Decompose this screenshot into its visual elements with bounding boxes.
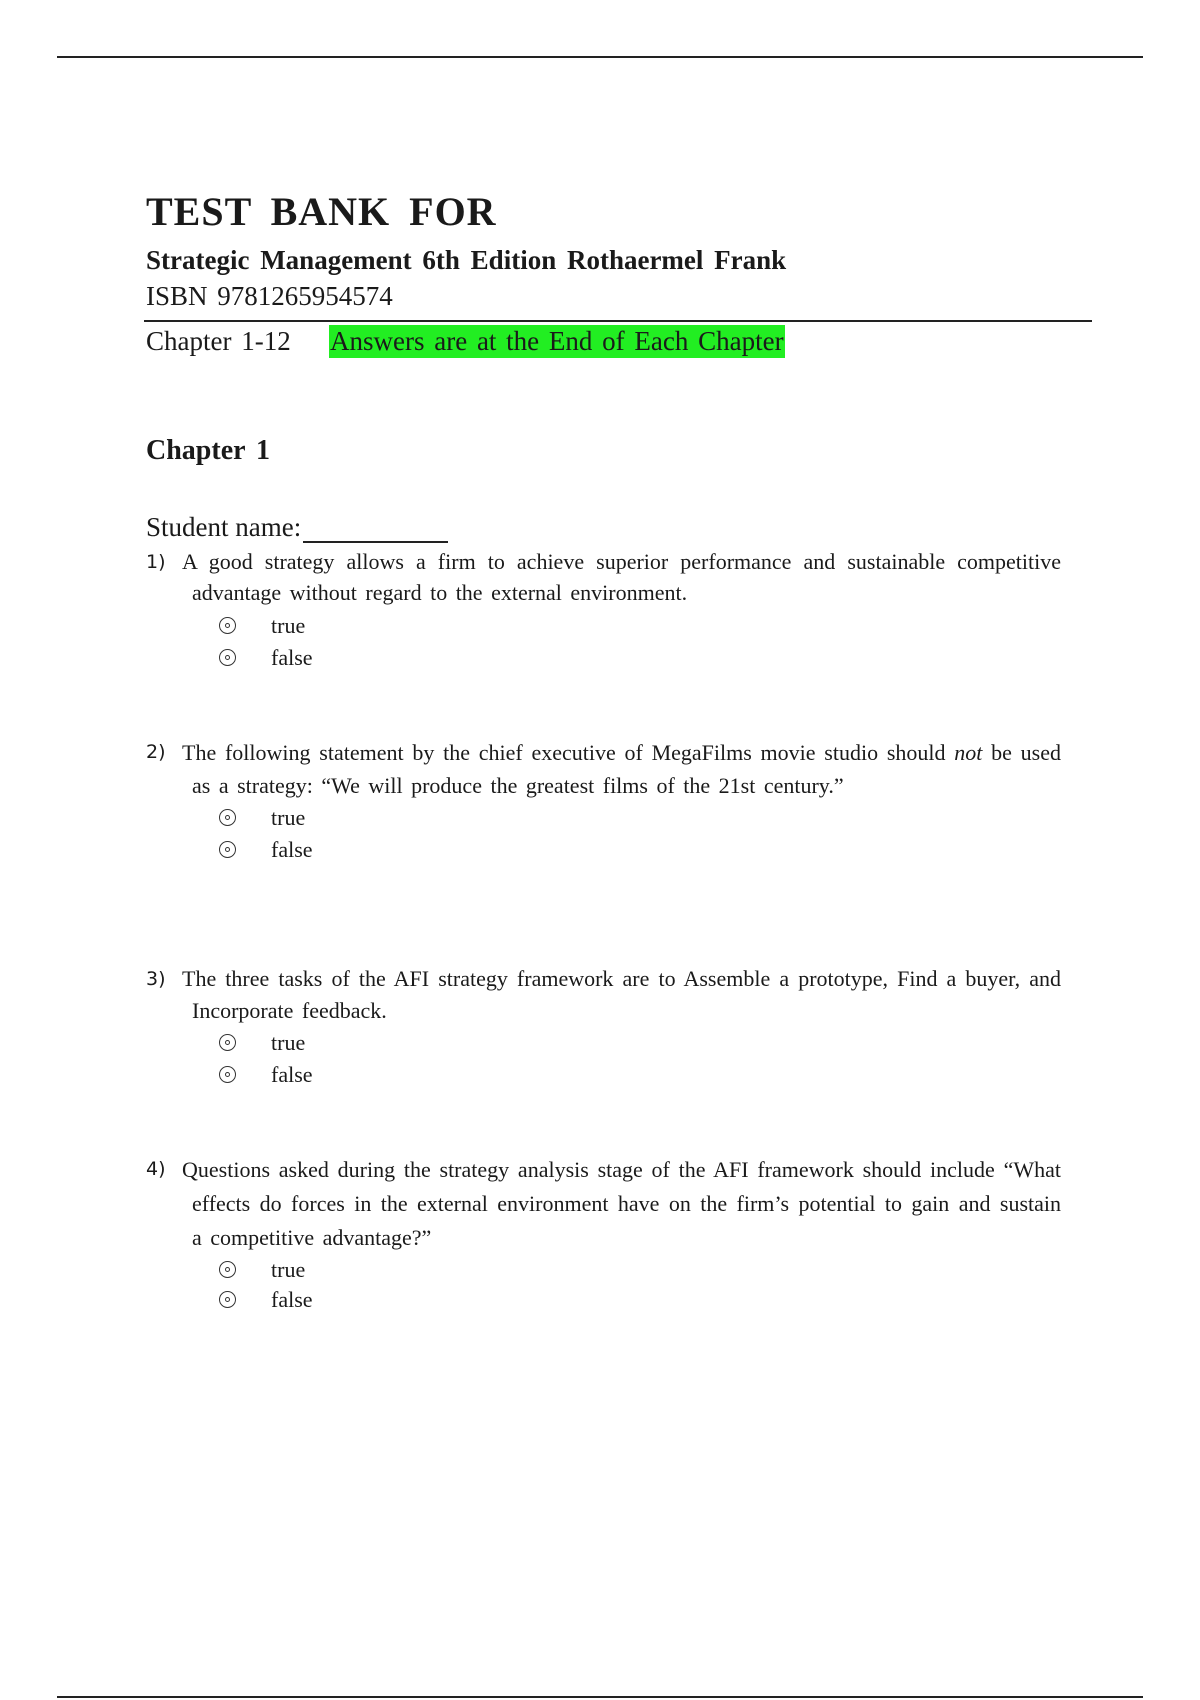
question-text-part: be used as a strategy: “We will produce the greatest films of the 21st century.” — [192, 740, 1062, 798]
radio-button-icon[interactable] — [219, 841, 236, 858]
radio-button-icon[interactable] — [219, 617, 236, 634]
student-name-label: Student name: — [146, 512, 302, 542]
option-false[interactable] — [219, 1059, 1061, 1091]
isbn: ISBN 9781265954574 — [146, 281, 393, 311]
question-number: 1) — [146, 551, 166, 573]
radio-button-icon[interactable] — [219, 1261, 236, 1278]
chapter-range: Chapter 1-12 — [146, 326, 291, 356]
question-text: Questions asked during the strategy analysis stage of the AFI framework should include “What effects do forces in the external environment have on the firm’s potential to gain and sustain a competitive advantage?” — [182, 1157, 1061, 1250]
question-text: A good strategy allows a firm to achieve superior performance and sustainable competitive advantage without regard to the external environment. — [182, 549, 1061, 605]
question-4 — [146, 1153, 1061, 1315]
question-text-part: The following statement by the chief executive of MegaFilms movie studio should — [182, 740, 955, 765]
option-true[interactable] — [219, 802, 1061, 834]
option-label: false — [271, 1287, 313, 1312]
top-rule — [57, 56, 1143, 58]
radio-button-icon[interactable] — [219, 1291, 236, 1308]
question-number: 3) — [146, 968, 166, 990]
option-label: false — [271, 837, 313, 862]
radio-button-icon[interactable] — [219, 1034, 236, 1051]
student-name-field[interactable] — [146, 512, 448, 543]
student-name-blank[interactable] — [303, 515, 448, 543]
option-label: false — [271, 645, 313, 670]
option-true[interactable] — [219, 1027, 1061, 1059]
option-label: true — [271, 805, 306, 830]
option-true[interactable] — [219, 1255, 1061, 1285]
question-text-emphasis: not — [954, 740, 983, 765]
question-text — [182, 736, 1061, 802]
question-1 — [146, 546, 1061, 674]
question-number: 2) — [146, 741, 166, 763]
question-text: The three tasks of the AFI strategy framework are to Assemble a prototype, Find a buyer, and Incorporate feedback. — [182, 966, 1061, 1023]
question-number: 4) — [146, 1158, 166, 1180]
chapter-heading: Chapter 1 — [146, 435, 271, 466]
option-label: true — [271, 613, 306, 638]
option-false[interactable] — [219, 1285, 1061, 1315]
option-label: true — [271, 1030, 306, 1055]
radio-button-icon[interactable] — [219, 1066, 236, 1083]
bottom-rule — [57, 1696, 1143, 1698]
option-true[interactable] — [219, 610, 1061, 642]
option-label: false — [271, 1062, 313, 1087]
question-3 — [146, 963, 1061, 1091]
option-label: true — [271, 1257, 306, 1282]
document-title: TEST BANK FOR — [146, 189, 497, 234]
option-false[interactable] — [219, 642, 1061, 674]
radio-button-icon[interactable] — [219, 649, 236, 666]
question-2 — [146, 736, 1061, 866]
answers-note-highlight: Answers are at the End of Each Chapter — [330, 326, 784, 356]
book-title: Strategic Management 6th Edition Rothaermel Frank — [146, 245, 787, 275]
radio-button-icon[interactable] — [219, 809, 236, 826]
option-false[interactable] — [219, 834, 1061, 866]
header-divider — [144, 320, 1092, 322]
